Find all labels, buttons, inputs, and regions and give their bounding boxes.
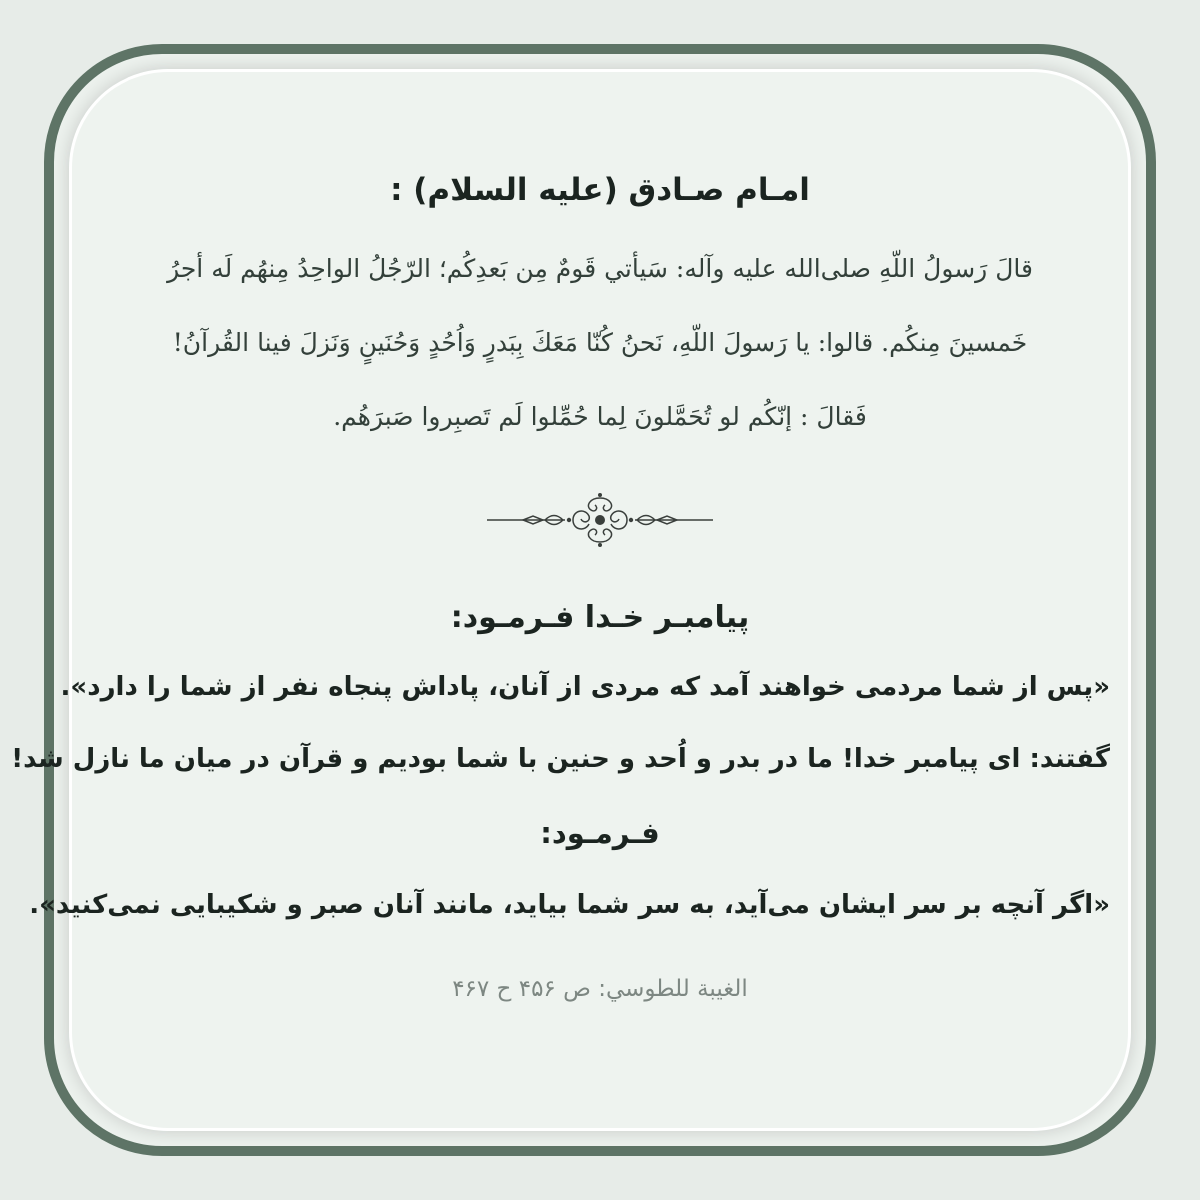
translation-line-2: گفتند: ای پیامبر خدا! ما در بدر و اُحد و حنین با شما بودیم و قرآن در میان ما نازل شد! (11, 744, 1110, 774)
speaker-title: امـام صـادق (علیه السلام) : (390, 172, 810, 208)
translation-heading-2: فـرمـود: (540, 816, 660, 850)
arabic-hadith-line-1: قالَ رَسولُ اللّهِ صلى‌الله عليه وآله: سَيأتي قَومٌ مِن بَعدِكُم؛ الرّجُلُ الواحِدُ مِنهُم لَه أجرُ (167, 254, 1033, 283)
decorative-divider-icon (90, 492, 1110, 552)
translation-line-1: «پس از شما مردمی خواهند آمد که مردی از آنان، پاداش پنجاه نفر از شما را دارد». (60, 672, 1110, 702)
translation-line-3: «اگر آنچه بر سر ایشان می‌آید، به سر شما بیاید، مانند آنان صبر و شکیبایی نمی‌کنید». (29, 890, 1110, 920)
source-citation: الغيبة للطوسي: ص ۴۵۶ ح ۴۶۷ (452, 976, 748, 1002)
arabic-hadith-line-3: فَقالَ : إنّكُم لو تُحَمَّلونَ لِما حُمِّلوا لَم تَصبِروا صَبرَهُم. (333, 402, 867, 431)
arabic-hadith-line-2: خَمسينَ مِنكُم. قالوا: يا رَسولَ اللّهِ، نَحنُ كُنّا مَعَكَ بِبَدرٍ وَاُحُدٍ وَحُنَينٍ وَنَزلَ فينا القُرآنُ! (172, 328, 1028, 357)
translation-heading: پیامبـر خـدا فـرمـود: (450, 600, 750, 635)
